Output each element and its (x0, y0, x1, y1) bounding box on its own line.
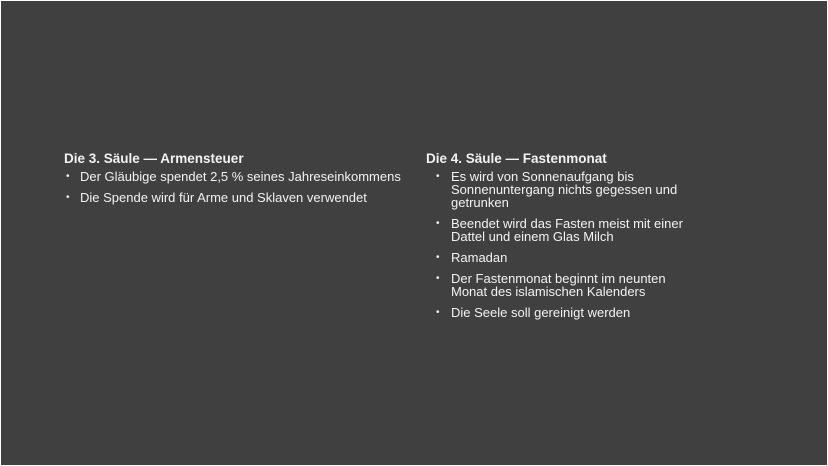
right-column-heading: Die 4. Säule — Fastenmonat (426, 151, 607, 166)
bullet-text: Ramadan (451, 250, 508, 265)
list-item (426, 217, 686, 243)
left-column (64, 151, 409, 212)
bullet-text: Die Seele soll gereinigt werden (451, 305, 631, 320)
bullet-icon: • (66, 171, 70, 182)
list-item (426, 272, 686, 298)
bullet-icon: • (436, 171, 440, 182)
bullet-text: Der Fastenmonat beginnt im neunten Monat des islamischen Kalenders (451, 271, 666, 299)
bullet-text: Die Spende wird für Arme und Sklaven verwendet (80, 190, 367, 205)
list-item (64, 191, 409, 204)
bullet-icon: • (436, 273, 440, 284)
bullet-icon: • (66, 192, 70, 203)
bullet-text: Es wird von Sonnenaufgang bis Sonnenuntergang nichts gegessen und getrunken (451, 169, 678, 210)
bullet-icon: • (436, 218, 440, 229)
bullet-icon: • (436, 307, 440, 318)
right-column (426, 151, 686, 327)
left-bullet-list (64, 170, 409, 204)
bullet-text: Der Gläubige spendet 2,5 % seines Jahreseinkommens (80, 169, 401, 184)
bullet-text: Beendet wird das Fasten meist mit einer Dattel und einem Glas Milch (451, 216, 683, 244)
list-item (426, 170, 686, 209)
list-item (426, 306, 686, 319)
left-column-heading: Die 3. Säule — Armensteuer (64, 151, 244, 166)
bullet-icon: • (436, 252, 440, 263)
right-bullet-list (426, 170, 686, 319)
list-item (64, 170, 409, 183)
slide (1, 1, 827, 465)
list-item (426, 251, 686, 264)
